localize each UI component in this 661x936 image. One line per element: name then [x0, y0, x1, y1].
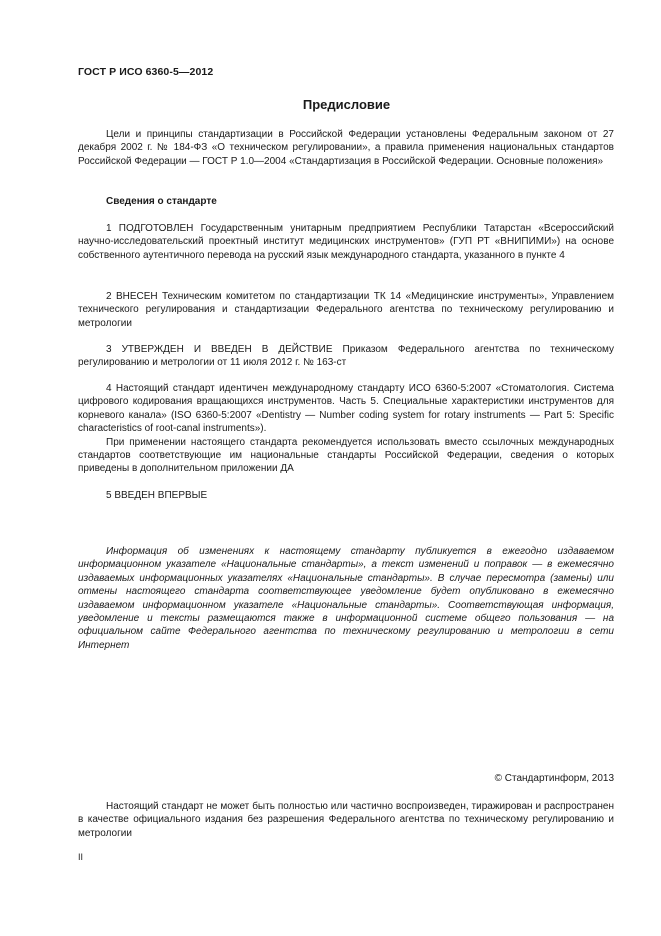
item-1	[78, 222, 614, 262]
intro-paragraph	[78, 128, 614, 168]
item-4-note: При применении настоящего стандарта рекомендуется использовать вместо ссылочных международных стандартов соответствующие им национальные стандарты Российской Федерации, сведения о которых приведены в дополнительном приложении ДА	[78, 436, 614, 475]
copyright: © Стандартинформ, 2013	[494, 773, 614, 784]
item-2	[78, 290, 614, 330]
item-3-text: 3 УТВЕРЖДЕН И ВВЕДЕН В ДЕЙСТВИЕ Приказом Федерального агентства по техническому регулированию и метрологии от 11 июля 2012 г. № 163-ст	[78, 344, 614, 369]
item-1-text: 1 ПОДГОТОВЛЕН Государственным унитарным предприятием Республики Татарстан «Всероссийский научно-исследовательский проектный институт медицинских инструментов» (ГУП РТ «ВНИПИМИ») на основе собственного аутентичного перевода на русский язык международного стандарта, указанного в пункте 4	[78, 223, 614, 261]
footer-note-text: Настоящий стандарт не может быть полностью или частично воспроизведен, тиражирован и распространен в качестве официального издания без разрешения Федерального агентства по техническому регулированию и метрологии	[78, 801, 614, 839]
footer-note	[78, 800, 614, 840]
notice-paragraph	[78, 545, 614, 652]
document-code: ГОСТ Р ИСО 6360-5—2012	[78, 66, 214, 78]
item-3	[78, 343, 614, 370]
info-heading: Сведения о стандарте	[106, 196, 217, 207]
item-2-text: 2 ВНЕСЕН Техническим комитетом по стандартизации ТК 14 «Медицинские инструменты», Управлением технического регулирования и стандартизации Федерального агентства по техническому регулированию и метрологии	[78, 291, 614, 329]
page-title: Предисловие	[302, 97, 391, 112]
item-5	[78, 489, 614, 502]
item-4	[78, 382, 614, 476]
intro-text: Цели и принципы стандартизации в Российской Федерации установлены Федеральным законом от 27 декабря 2002 г. № 184-ФЗ «О техническом регулировании», а правила применения национальных стандартов Российской Федерации — ГОСТ Р 1.0—2004 «Стандартизация в Российской Федерации. Основные положения»	[78, 129, 614, 167]
item-4-text: 4 Настоящий стандарт идентичен международному стандарту ИСО 6360-5:2007 «Стоматология. Система цифрового кодирования вращающихся инструментов. Часть 5. Специальные характеристики инструментов для корневого канала» (ISO 6360-5:2007 «Dentistry — Number coding system for rotary instruments — Part 5: Specific characteristics of root-canal instruments»).	[78, 383, 614, 435]
notice-text: Информация об изменениях к настоящему стандарту публикуется в ежегодно издаваемом информационном указателе «Национальные стандарты», а текст изменений и поправок — в ежемесячно издаваемых информационных указателях «Национальные стандарты». В случае пересмотра (замены) или отмены настоящего стандарта соответствующее уведомление будет опубликовано в ежемесячно издаваемом информационном указателе «Национальные стандарты». Соответствующая информация, уведомление и тексты размещаются также в информационной системе общего пользования — на официальном сайте Федерального агентства по техническому регулированию и метрологии в сети Интернет	[78, 546, 614, 651]
item-5-text: 5 ВВЕДЕН ВПЕРВЫЕ	[106, 490, 208, 501]
page-number: II	[78, 852, 84, 862]
